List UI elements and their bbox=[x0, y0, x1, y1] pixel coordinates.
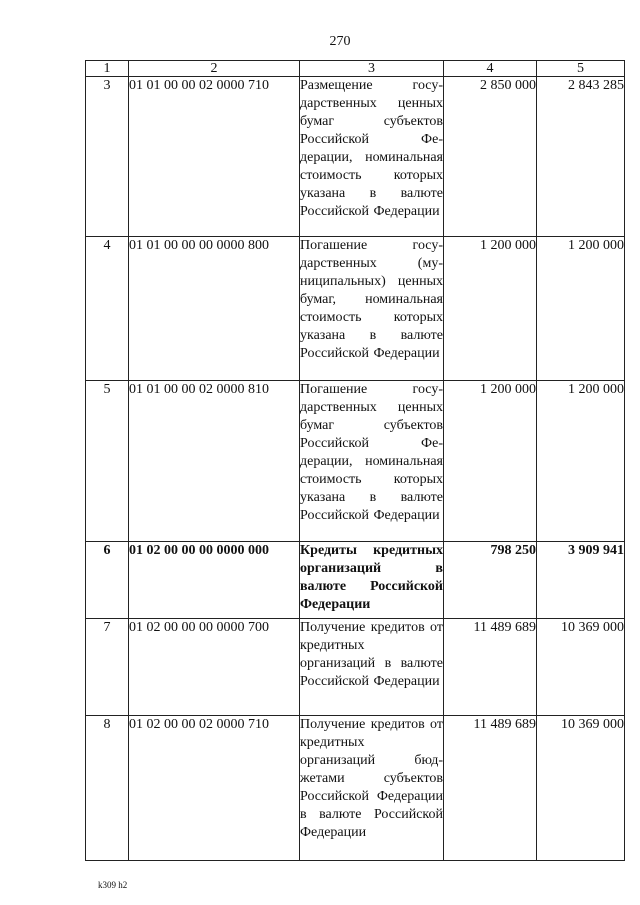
page-number: 270 bbox=[329, 34, 351, 49]
row-description bbox=[300, 237, 444, 381]
budget-table bbox=[85, 60, 625, 861]
amount-col-5: 3 909 941 bbox=[537, 542, 625, 619]
row-number: 7 bbox=[86, 619, 129, 716]
amount-col-4: 798 250 bbox=[444, 542, 537, 619]
amount-col-4: 2 850 000 bbox=[444, 77, 537, 237]
row-number: 6 bbox=[86, 542, 129, 619]
row-description-text: Погашение государственных ценных бумаг субъектов Российской Федерации, номинальная стоимость которых указана в валюте Российской Федерации bbox=[300, 382, 443, 523]
table-row bbox=[86, 381, 625, 542]
row-description bbox=[300, 77, 444, 237]
row-description bbox=[300, 542, 444, 619]
amount-col-4: 11 489 689 bbox=[444, 619, 537, 716]
row-description-text: Получение кредитов от кредитных организаций бюджетами субъектов Российской Федерации в валюте Российской Федерации bbox=[300, 717, 443, 840]
amount-col-5: 1 200 000 bbox=[537, 237, 625, 381]
header-col-2: 2 bbox=[129, 61, 300, 77]
amount-col-5: 2 843 285 bbox=[537, 77, 625, 237]
amount-col-4: 1 200 000 bbox=[444, 381, 537, 542]
table-row bbox=[86, 716, 625, 861]
row-description bbox=[300, 381, 444, 542]
amount-col-5: 1 200 000 bbox=[537, 381, 625, 542]
header-col-5: 5 bbox=[537, 61, 625, 77]
row-description-text: Кредиты кредитных организаций в валюте Российской Федерации bbox=[300, 543, 443, 612]
row-description-text: Размещение государственных ценных бумаг субъектов Российской Федерации, номинальная стоимость которых указана в валюте Российской Федерации bbox=[300, 78, 443, 219]
header-col-4: 4 bbox=[444, 61, 537, 77]
row-number: 3 bbox=[86, 77, 129, 237]
header-col-1: 1 bbox=[86, 61, 129, 77]
amount-col-4: 1 200 000 bbox=[444, 237, 537, 381]
header-col-3: 3 bbox=[300, 61, 444, 77]
amount-col-5: 10 369 000 bbox=[537, 619, 625, 716]
row-number: 5 bbox=[86, 381, 129, 542]
table-header-row bbox=[86, 61, 625, 77]
row-description-text: Погашение государственных (муниципальных) ценных бумаг, номинальная стоимость которых указана в валюте Российской Федерации bbox=[300, 238, 443, 361]
row-description bbox=[300, 619, 444, 716]
table-row bbox=[86, 619, 625, 716]
budget-code: 01 01 00 00 02 0000 810 bbox=[129, 381, 300, 542]
row-description-text: Получение кредитов от кредитных организаций в валюте Российской Федерации bbox=[300, 620, 443, 689]
table-row bbox=[86, 237, 625, 381]
budget-code: 01 01 00 00 02 0000 710 bbox=[129, 77, 300, 237]
budget-code: 01 01 00 00 00 0000 800 bbox=[129, 237, 300, 381]
amount-col-5: 10 369 000 bbox=[537, 716, 625, 861]
table-row bbox=[86, 77, 625, 237]
budget-code: 01 02 00 00 00 0000 000 bbox=[129, 542, 300, 619]
amount-col-4: 11 489 689 bbox=[444, 716, 537, 861]
table-row bbox=[86, 542, 625, 619]
budget-code: 01 02 00 00 02 0000 710 bbox=[129, 716, 300, 861]
row-number: 8 bbox=[86, 716, 129, 861]
row-description bbox=[300, 716, 444, 861]
document-code-footer: k309 h2 bbox=[98, 880, 128, 890]
budget-code: 01 02 00 00 00 0000 700 bbox=[129, 619, 300, 716]
row-number: 4 bbox=[86, 237, 129, 381]
